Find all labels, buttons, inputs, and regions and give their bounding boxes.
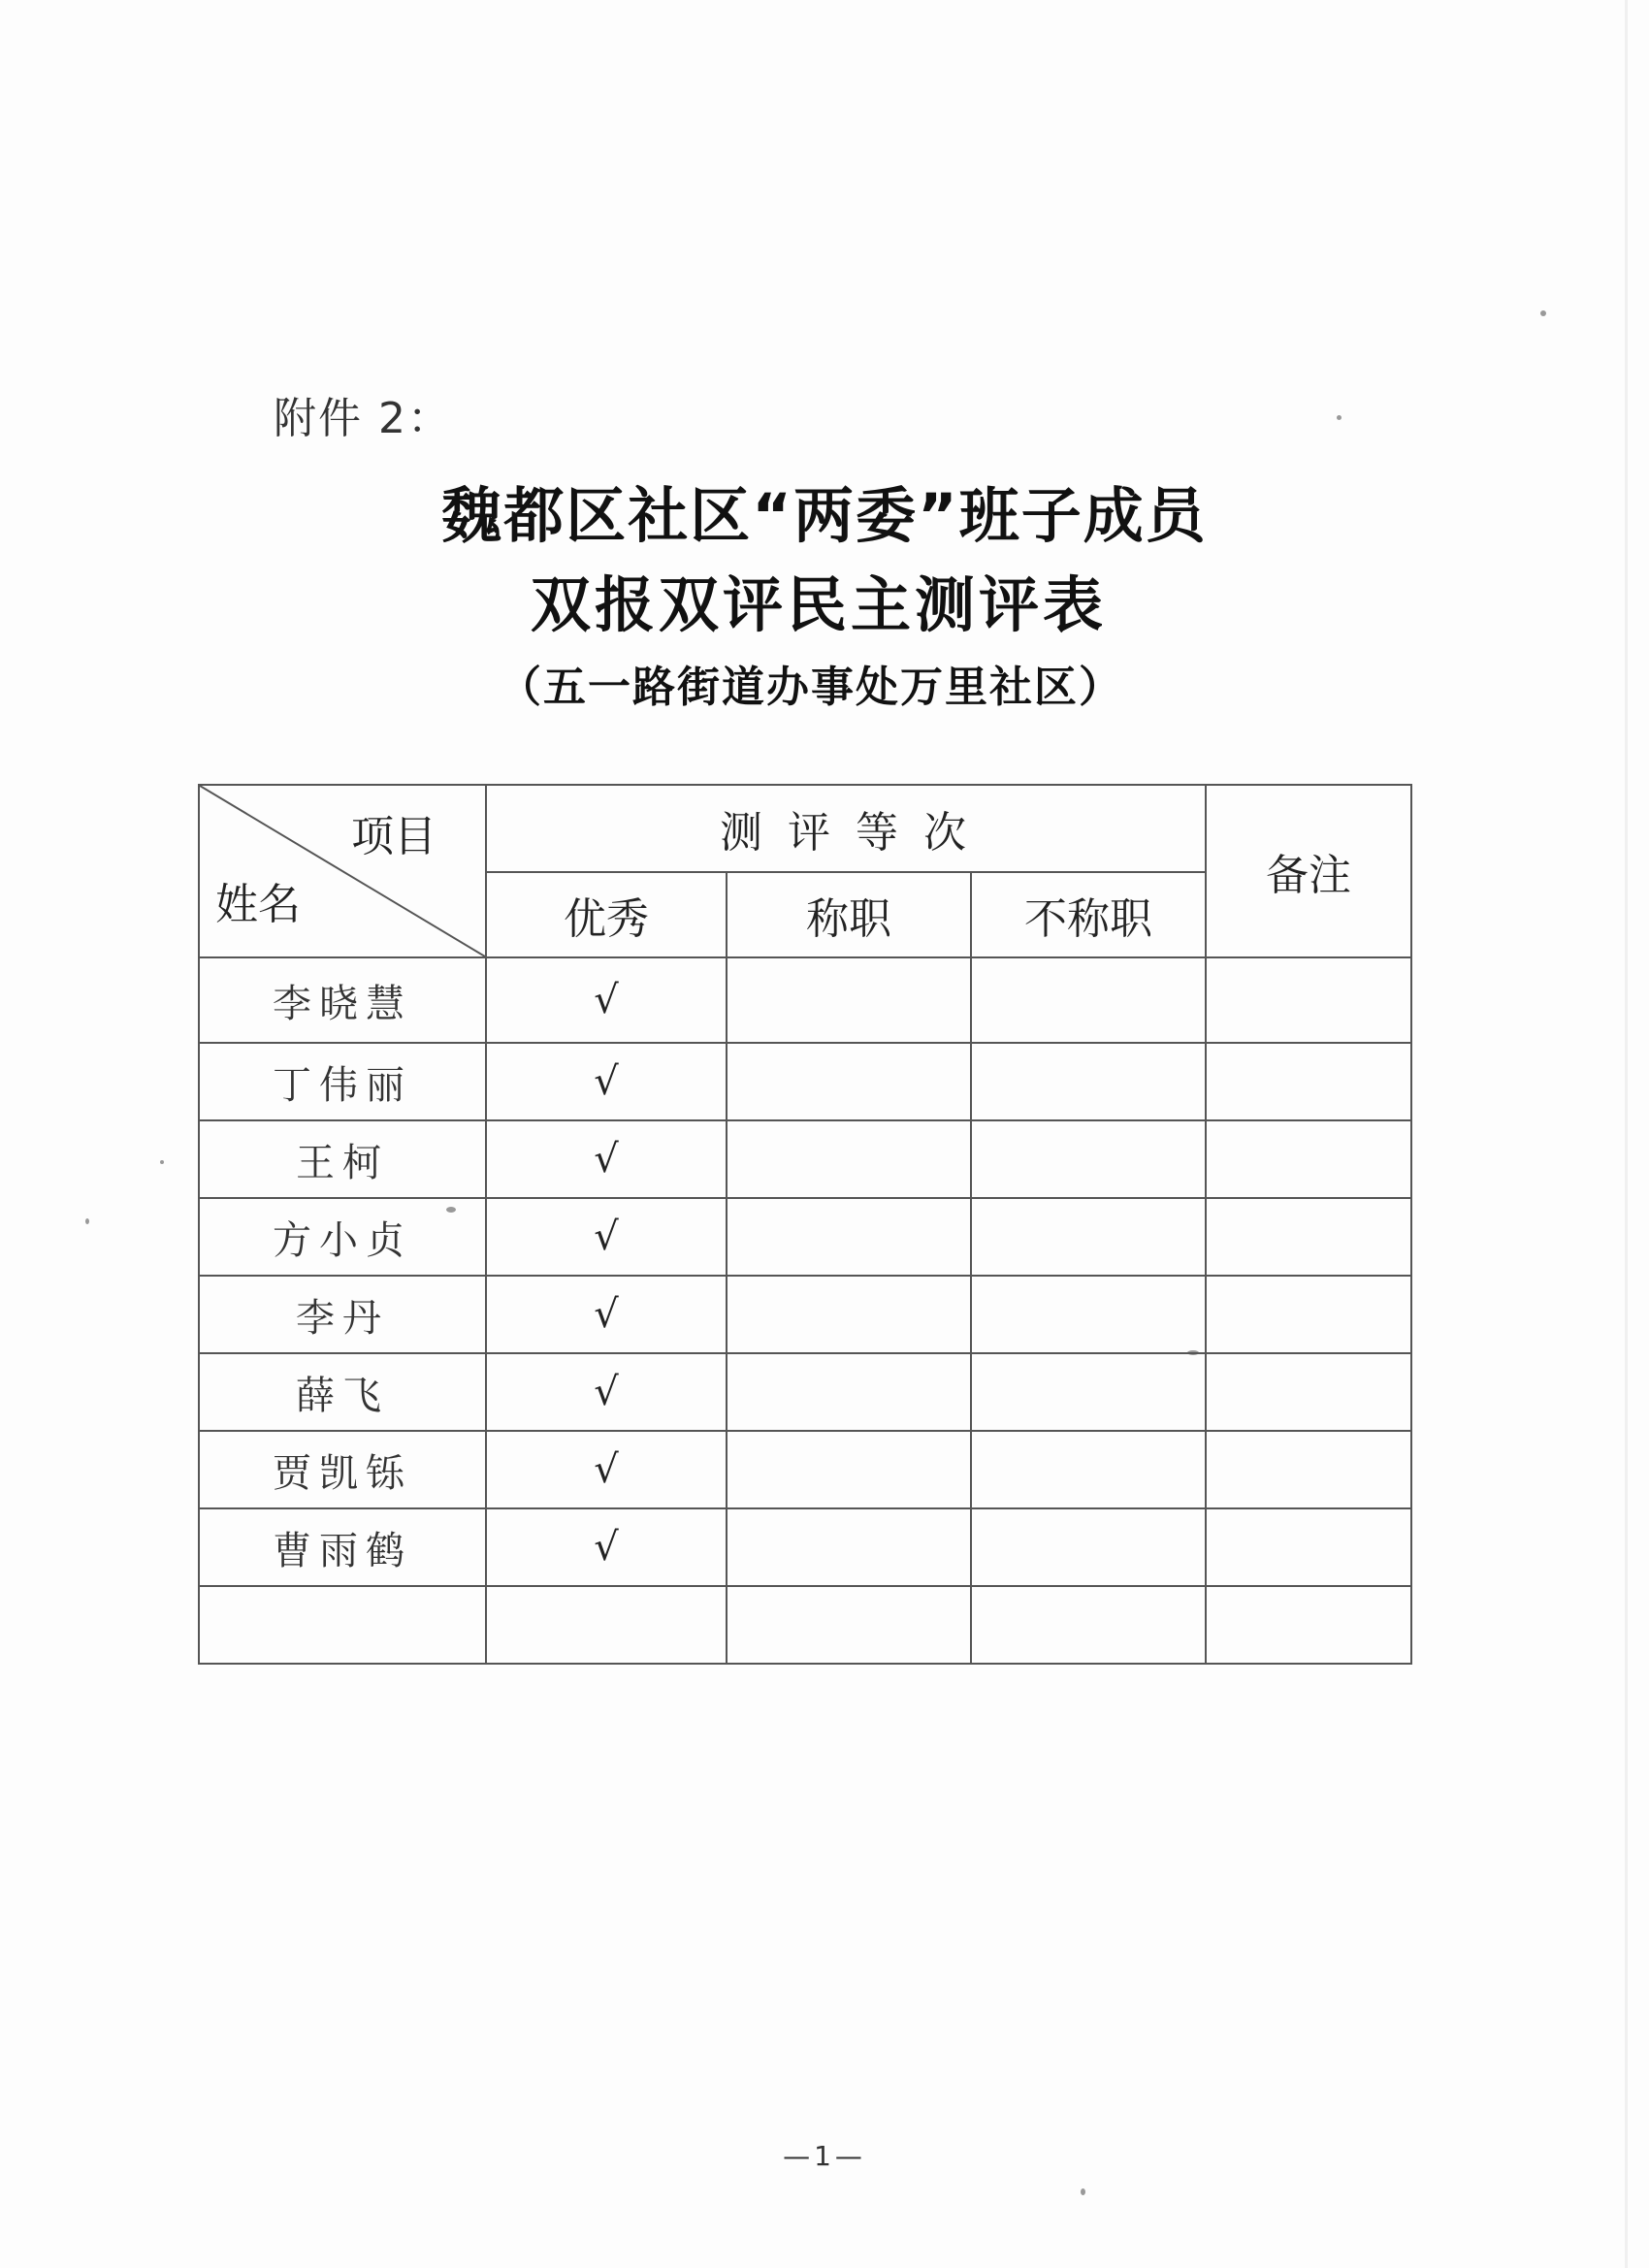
excellent-mark: √ [486, 1276, 727, 1353]
excellent-mark: √ [486, 1353, 727, 1431]
excellent-mark: √ [486, 1120, 727, 1198]
scan-speck [1337, 415, 1342, 420]
incompetent-mark [971, 1586, 1206, 1664]
scan-speck [160, 1160, 164, 1164]
remarks-cell [1206, 1120, 1411, 1198]
incompetent-mark [971, 1431, 1206, 1508]
member-name [199, 1586, 486, 1664]
scan-speck [85, 1218, 89, 1224]
scan-speck [1540, 310, 1546, 316]
document-title-line2: 双报双评民主测评表 [530, 569, 1107, 640]
evaluation-table-wrapper [198, 784, 1410, 1665]
header-incompetent: 不称职 [971, 872, 1206, 957]
incompetent-mark [971, 1043, 1206, 1120]
member-name: 薛飞 [199, 1353, 486, 1431]
remarks-cell [1206, 1276, 1411, 1353]
excellent-mark: √ [486, 1043, 727, 1120]
competent-mark [727, 1043, 971, 1120]
incompetent-mark [971, 1508, 1206, 1586]
page-number: —1— [783, 2140, 866, 2172]
incompetent-mark [971, 1120, 1206, 1198]
member-name: 贾凯铄 [199, 1431, 486, 1508]
competent-mark [727, 1276, 971, 1353]
attachment-label: 附件 2： [274, 394, 452, 443]
header-rating: 测 评 等 次 [486, 785, 1206, 872]
member-name: 丁伟丽 [199, 1043, 486, 1120]
scan-edge-line [1625, 0, 1628, 2268]
table-row [199, 1043, 1411, 1120]
table-row [199, 1431, 1411, 1508]
excellent-mark: √ [486, 1198, 727, 1276]
diagonal-header [200, 786, 485, 956]
table-row [199, 1353, 1411, 1431]
remarks-cell [1206, 1353, 1411, 1431]
header-remarks: 备注 [1206, 785, 1411, 957]
header-name-label: 姓名 [215, 880, 301, 929]
competent-mark [727, 1120, 971, 1198]
competent-mark [727, 957, 971, 1043]
document-subtitle: （五一路街道办事处万里社区） [499, 663, 1123, 712]
document-title-line1: 魏都区社区“两委”班子成员 [441, 480, 1208, 551]
remarks-cell [1206, 1508, 1411, 1586]
member-name: 王柯 [199, 1120, 486, 1198]
excellent-mark: √ [486, 1508, 727, 1586]
excellent-mark: √ [486, 1431, 727, 1508]
member-name: 李晓慧 [199, 957, 486, 1043]
table-row [199, 1198, 1411, 1276]
header-excellent: 优秀 [486, 872, 727, 957]
table-row-empty [199, 1586, 1411, 1664]
scan-speck [1081, 2188, 1085, 2195]
incompetent-mark [971, 957, 1206, 1043]
competent-mark [727, 1431, 971, 1508]
header-item-label: 项目 [351, 812, 436, 861]
member-name: 李丹 [199, 1276, 486, 1353]
competent-mark [727, 1198, 971, 1276]
evaluation-table [198, 784, 1412, 1665]
member-name: 方小贞 [199, 1198, 486, 1276]
member-name: 曹雨鹤 [199, 1508, 486, 1586]
remarks-cell [1206, 1198, 1411, 1276]
remarks-cell [1206, 1586, 1411, 1664]
header-competent: 称职 [727, 872, 971, 957]
incompetent-mark [971, 1353, 1206, 1431]
excellent-mark: √ [486, 957, 727, 1043]
remarks-cell [1206, 957, 1411, 1043]
incompetent-mark [971, 1198, 1206, 1276]
competent-mark [727, 1353, 971, 1431]
table-row [199, 1276, 1411, 1353]
competent-mark [727, 1586, 971, 1664]
excellent-mark [486, 1586, 727, 1664]
remarks-cell [1206, 1431, 1411, 1508]
table-row [199, 1120, 1411, 1198]
table-row [199, 1508, 1411, 1586]
competent-mark [727, 1508, 971, 1586]
diagonal-header-cell [199, 785, 486, 957]
remarks-cell [1206, 1043, 1411, 1120]
table-row [199, 957, 1411, 1043]
incompetent-mark [971, 1276, 1206, 1353]
